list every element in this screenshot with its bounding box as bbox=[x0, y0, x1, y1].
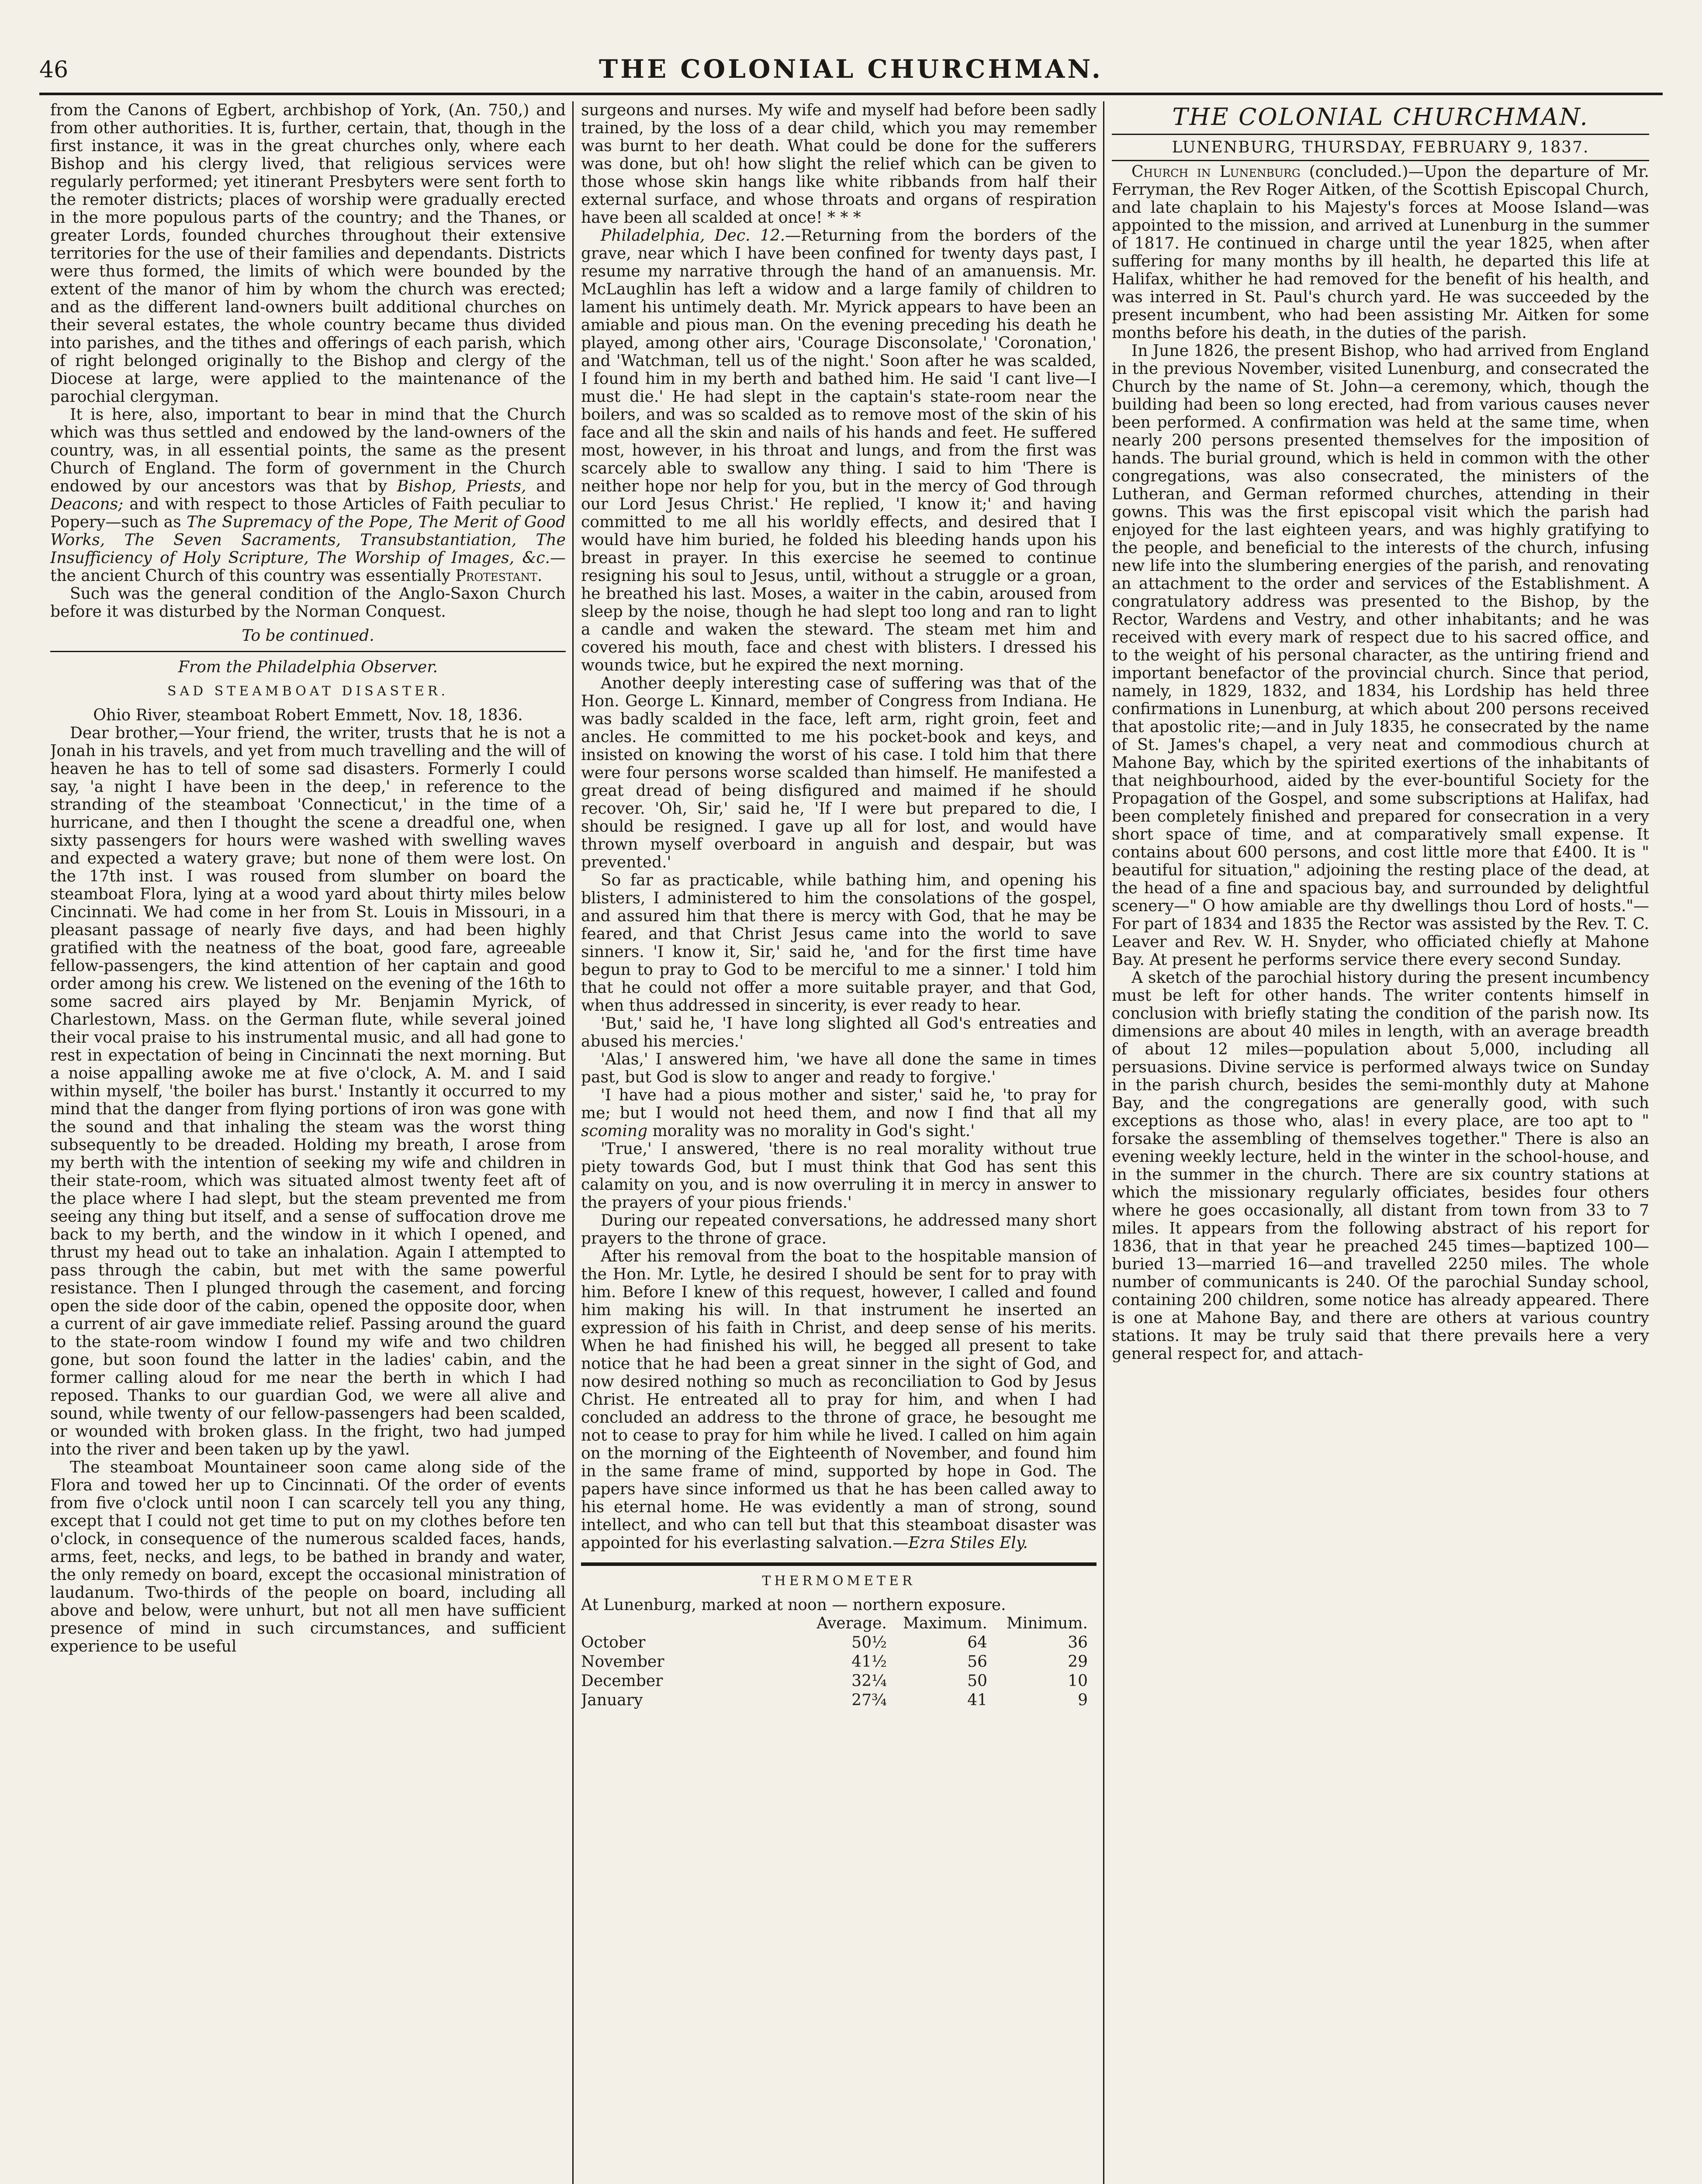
separator-rule bbox=[1112, 160, 1649, 161]
text-run: (concluded.)—Upon the departure of Mr. Ferryman, the Rev Roger Aitken, of the Scottish Episcopal Church, and late chaplain to his Majesty's forces at Moose Island—was appointed to the mission, and arrived at Lunenburg in the summer of 1817. He continued in charge until the year 1825, when after suffering for many months by ill health, he departed this life at Halifax, whither he had removed for the benefit of his health, and was interred in St. Paul's church yard. He was succeeded by the present incumbent, who had been assisting Mr. Aitken for some months before his death, in the duties of the parish. bbox=[1112, 163, 1649, 342]
italic-text: Bishop, Priests, bbox=[397, 477, 526, 495]
article-title: SAD STEAMBOAT DISASTER. bbox=[167, 684, 449, 699]
thermometer-title: THERMOMETER bbox=[762, 1573, 916, 1589]
column-header: Maximum. bbox=[903, 1614, 987, 1632]
paragraph: During our repeated conversations, he addressed many short prayers to the throne of grace. bbox=[581, 1212, 1097, 1248]
header-rule bbox=[39, 93, 1663, 95]
column-header: Average. bbox=[816, 1614, 887, 1632]
editorial-title: THE COLONIAL CHURCHMAN. bbox=[1172, 103, 1589, 131]
text-run: It is here, also, important to bear in mind that the Church which was thus settled and endowed by the land-owners of the country, was, in all essential points, the same as the present Church of England. The form of government in the Church endowed by our ancestors was that by bbox=[50, 406, 566, 495]
paragraph: surgeons and nurses. My wife and myself had before been sadly trained, by the loss of a dear child, which you may remember was burnt to her death. What could be done for the sufferers was done, but oh! how slight the relief which can be given to those whose skin hangs like white ribbands from half their external surface, and whose throats and organs of respiration have been all scalded at once! * * * bbox=[581, 101, 1097, 227]
separator-rule bbox=[50, 651, 566, 652]
column-1 bbox=[50, 101, 566, 2184]
maximum-cell: 56 bbox=[967, 1653, 987, 1671]
italic-text: Philadelphia, Dec. 12. bbox=[601, 227, 785, 245]
paragraph: from the Canons of Egbert, archbishop of York, (An. 750,) and from other authorities. It is, further, certain, that, though in the first instance, it was in the great churches only, where each Bishop and his clergy lived, that religious services were regularly performed; yet itinerant Presbyters were sent forth to the remoter districts; places of worship were gradually erected in the more populous parts of the country; and the Thanes, or greater Lords, founded churches throughout their extensive territories for the use of their families and dependants. Districts were thus formed, the limits of which were bounded by the extent of the manor of him by whom the church was erected; and as the different land-owners built additional churches on their several estates, the whole country became thus divided into parishes, and the tithes and offerings of each parish, which of right belonged originally to the Bishop and clergy of the Diocese at large, were applied to the maintenance of the parochial clergyman. bbox=[50, 101, 566, 406]
italic-text: Deacons; bbox=[50, 495, 124, 513]
paragraph: 'Alas,' I answered him, 'we have all done the same in times past, but God is slow to anger and ready to forgive.' bbox=[581, 1051, 1097, 1086]
paragraph bbox=[50, 406, 566, 585]
text-run: morality was no morality in God's sight.' bbox=[647, 1122, 975, 1140]
paragraph: The steamboat Mountaineer soon came along side of the Flora and towed her up to Cincinnati. Of the order of events from five o'clock until noon I can scarcely tell you any thing, except that I could not get time to put on my clothes before ten o'clock, in consequence of the numerous scalded faces, hands, arms, feet, necks, and legs, to be bathed in brandy and water, the only remedy on board, except the occasional ministration of laudanum. Two-thirds of the people on board, including all above and below, were unhurt, but not all men have sufficient presence of mind in such circumstances, and sufficient experience to be useful bbox=[50, 1458, 566, 1655]
table-row bbox=[581, 1652, 1097, 1672]
paragraph: Dear brother,—Your friend, the writer, trusts that he is not a Jonah in his travels, and yet from much travelling and the will of heaven he has to tell of some sad disasters. Formerly I could say, 'a night I have been in the deep,' in reference to the stranding of the steamboat 'Connecticut,' in the time of a hurricane, and then I thought the scene a dreadful one, when sixty passengers for hours were washed with swelling waves and expected a watery grave; but none of them were lost. On the 17th inst. I was roused from slumber on board the steamboat Flora, lying at a wood yard about thirty miles below Cincinnati. We had come in her from St. Louis in Missouri, in a pleasant passage of nearly five days, and had been highly gratified with the neatness of the boat, good fare, agreeable fellow-passengers, the kind attention of her captain and good order among his crew. We listened on the evening of the 16th to some sacred airs played by Mr. Benjamin Myrick, of Charlestown, Mass. on the German flute, while several joined their vocal praise to his instrumental music, and all had gone to rest in expectation of being in Cincinnati the next morning. But a noise appalling awoke me at five o'clock, A. M. and I said within myself, 'the boiler has burst.' Instantly it occurred to my mind that the danger from flying portions of iron was gone with the sound and that inhaling the steam was the worst thing subsequently to be dreaded. Holding my breath, I arose from my berth with the intention of seeking my wife and children in their state-room, which was situated almost twenty feet aft of the place where I had slept, but the steam prevented me from seeing any thing but itself, and a sense of suffocation drove me back to my berth, and the window in it which I opened, and thrust my head out to take an inhalation. Again I attempted to pass through the cabin, but met with the same powerful resistance. Then I plunged through the casement, and forcing open the side door of the cabin, opened the opposite door, when a current of air gave immediate relief. Passing around the guard to the state-room window I found my wife and two children gone, but soon found the latter in the ladies' cabin, and the former calling aloud for me near the berth in which I had reposed. Thanks to our guardian God, we were all alive and sound, while twenty of our fellow-passengers had been scalded, or wounded with broken glass. In the fright, two had jumped into the river and been taken up by the yawl. bbox=[50, 724, 566, 1458]
separator-rule bbox=[1112, 134, 1649, 135]
italic-text: The Supremacy of the Pope, The Merit of Good Works, The Seven Sacraments, Transubstantiation, The Insufficiency of Holy Scripture, The Worship of Images, &c. bbox=[50, 513, 566, 567]
paragraph: A sketch of the parochial history during the present incumbency must be left for other hands. The writer contents himself in conclusion with briefly stating the condition of the parish now. Its dimensions are about 40 miles in length, with an average breadth of about 12 miles—population about 5,000, including all persuasions. Divine service is performed always twice on Sunday in the parish church, besides the semi-monthly duty at Mahone Bay, and the congregations are generally good, with such exceptions as those who, alas! in every place, are too apt to " forsake the assembling of themselves together." There is also an evening weekly lecture, held in the winter in the school-house, and in the summer in the church. There are six country stations at which the missionary regularly officiates, besides four others where he goes occasionally, all distant from town from 33 to 7 miles. It appears from the following abstract of his report for 1836, that in that year he preached 245 times—baptized 100—buried 13—married 16—and travelled 2250 miles. The whole number of communicants is 240. Of the parochial Sunday school, containing 200 children, some notice has already appeared. There is one at Mahone Bay, and there are others at various country stations. It may be truly said that there prevails here a very general respect for, and attach- bbox=[1112, 969, 1649, 1363]
paragraph bbox=[581, 1086, 1097, 1140]
article-source: From the Philadelphia Observer. bbox=[178, 658, 438, 676]
minimum-cell: 36 bbox=[1068, 1634, 1088, 1652]
average-cell: 41½ bbox=[851, 1653, 887, 1671]
paragraph: So far as practicable, while bathing him, and opening his blisters, I administered to him the consolations of the gospel, and assured him that there is mercy with God, that he may be feared, and that Christ Jesus came into the world to save sinners. 'I know it, Sir,' said he, 'and for the first time have begun to pray to God to be merciful to me a sinner.' I told him that he could not offer a more suitable prayer, and that God, when thus addressed in sincerity, is ever ready to hear. bbox=[581, 871, 1097, 1015]
text-run: After his removal from the boat to the hospitable mansion of the Hon. Mr. Lytle, he desired I should be sent for to pray with him. Before I knew of this request, however, I called and found him making his will. In that instrument he inserted an expression of his faith in Christ, and deep sense of his merits. When he had finished his will, he begged all present to take notice that he had been a great sinner in the sight of God, and now desired nothing so much as reconciliation to God by Jesus Christ. He entreated all to pray for him, and when I had concluded an address to the throne of grace, he besought me not to cease to pray for him while he lived. I called on him again on the morning of the Eighteenth of November, and found him in the same frame of mind, supported by hope in God. The papers have since informed us that he has been called away to his eternal home. He was evidently a man of strong, sound intellect, and who can tell but that this steamboat disaster was appointed for his everlasting salvation.— bbox=[581, 1248, 1097, 1552]
to-be-continued: To be continued. bbox=[242, 627, 374, 645]
thermometer-table bbox=[581, 1572, 1097, 1710]
paragraph: 'True,' I answered, 'there is no real morality without true piety towards God, but I must think that God has sent this calamity on you, and is now overruling it in mercy in answer to the prayers of your pious friends.' bbox=[581, 1140, 1097, 1212]
text-run: and bbox=[526, 477, 566, 495]
average-cell: 27¾ bbox=[851, 1691, 887, 1709]
table-row bbox=[581, 1633, 1097, 1652]
minimum-cell: 9 bbox=[1078, 1691, 1088, 1709]
column-3 bbox=[1112, 101, 1649, 2184]
column-divider bbox=[572, 101, 574, 2184]
minimum-cell: 10 bbox=[1068, 1672, 1088, 1690]
paragraph bbox=[581, 1248, 1097, 1552]
column-header: Minimum. bbox=[1007, 1614, 1088, 1632]
maximum-cell: 50 bbox=[967, 1672, 987, 1690]
separator-rule bbox=[581, 1562, 1097, 1566]
month-cell: January bbox=[581, 1691, 643, 1709]
month-cell: December bbox=[581, 1672, 663, 1690]
minimum-cell: 29 bbox=[1068, 1653, 1088, 1671]
maximum-cell: 41 bbox=[967, 1691, 987, 1709]
text-run: —Returning from the borders of the grave, near which I have been confined for twenty days past, I resume my narrative through the hand of an amanuensis. Mr. McLaughlin has left a widow and a large family of children to lament his untimely death. Mr. Myrick appears to have been an amiable and pious man. On the evening preceding his death he played, among other airs, 'Courage Disconsolate,' 'Coronation,' and 'Watchman, tell us of the night.' Soon after he was scalded, I found him in my berth and bathed him. He said 'I cant live—I must die.' He had slept in the captain's state-room near the boilers, and was so scalded as to remove most of the skin of his face and all the skin and nails of his hands and feet. He suffered most, however, in his throat and lungs, and from the first was scarcely able to swallow any thing. I said to him 'There is neither hope nor help for you, but in the mercy of God through our Lord Jesus Christ.' He replied, 'I know it;' and having committed to me all his worldly effects, and desired that I would have him buried, he folded his bleeding hands upon his breast in prayer. In this exercise he seemed to continue resigning his soul to Jesus, until, without a struggle or a groan, he breathed his last. Moses, a waiter in the cabin, aroused from sleep by the noise, though he had slept too long and ran to light a candle and waken the steward. The steam met him and covered his mouth, face and chest with blisters. I dressed his wounds twice, but he expired the next morning. bbox=[581, 227, 1097, 674]
column-divider bbox=[1103, 101, 1104, 2184]
table-row bbox=[581, 1672, 1097, 1691]
article-dateline: Ohio River, steamboat Robert Emmett, Nov. 18, 1836. bbox=[93, 706, 523, 724]
newspaper-title: THE COLONIAL CHURCHMAN. bbox=[599, 54, 1103, 84]
article-lead: Church in Lunenburg bbox=[1131, 163, 1301, 181]
month-cell: October bbox=[581, 1634, 646, 1652]
smallcaps-text: Protestant. bbox=[455, 567, 543, 585]
paragraph: In June 1826, the present Bishop, who had arrived from England in the previous November, visited Lunenburg, and consecrated the Church by the name of St. John—a ceremony, which, though the building had been so long erected, had from various causes never been performed. A confirmation was held at the same time, when nearly 200 persons presented themselves for the imposition of hands. The burial ground, which is held in common with the other congregations, was also consecrated, the ministers of the Lutheran, and German reformed churches, attending in their gowns. This was the first episcopal visit which the parish had enjoyed for the last eighteen years, and was highly gratifying to the people, and beneficial to the interests of the church, infusing new life into the slumbering energies of the parish, and renovating an attachment to the order and services of the Establishment. A congratulatory address was presented to the Bishop, by the Rector, Wardens and Vestry, and other inhabitants; and he was received with every mark of respect due to his sacred office, and to the weight of his personal character, as the untiring friend and important benefactor of the provincial church. Since that period, namely, in 1829, 1832, and 1834, his Lordship has held three confirmations in Lunenburg, at which about 200 persons received that apostolic rite;—and in July 1835, he consecrated by the name of St. James's chapel, a very neat and commodious church at Mahone Bay, which by the spirited exertions of the inhabitants of that neighbourhood, aided by the ever-bountiful Society for the Propagation of the Gospel, and some subscriptions at Halifax, had been completely finished and prepared for consecration in a very short space of time, and at comparatively small expense. It contains about 600 persons, and cost little more that £400. It is " beautiful for situation," adjoining the resting place of the dead, at the head of a fine and spacious bay, and surrounded by delightful scenery—" O how amiable are thy dwellings thou Lord of hosts."—For part of 1834 and 1835 the Rector was assisted by the Rev. T. C. Leaver and Rev. W. H. Snyder, who officiated chiefly at Mahone Bay. At present he performs service there every second Sunday. bbox=[1112, 342, 1649, 969]
text-run: —the ancient Church of this country was essentially bbox=[50, 549, 566, 585]
month-cell: November bbox=[581, 1653, 664, 1671]
paragraph: Such was the general condition of the Anglo-Saxon Church before it was disturbed by the Norman Conquest. bbox=[50, 585, 566, 621]
text-run: and with respect to those Articles of Faith peculiar to Popery—such as bbox=[50, 495, 566, 531]
paragraph: Another deeply interesting case of suffering was that of the Hon. George L. Kinnard, member of Congress from Indiana. He was badly scalded in the face, left arm, right groin, feet and ancles. He committed to me his pocket-book and keys, and insisted on knowing the worst of his case. I told him that there were four persons worse scalded than himself. He manifested a great dread of being disfigured and maimed if he should recover. 'Oh, Sir,' said he, 'If I were but prepared to die, I should be resigned. I gave up all for lost, and would have thrown myself overboard in anguish and despair, but was prevented.' bbox=[581, 674, 1097, 871]
italic-text: scoming bbox=[581, 1122, 648, 1140]
column-2 bbox=[581, 101, 1097, 2184]
paragraph bbox=[1112, 163, 1649, 342]
table-header-row bbox=[581, 1614, 1097, 1633]
text-run: 'I have had a pious mother and sister,' said he, 'to pray for me; but I would not heed them, and now I find that all my bbox=[581, 1086, 1097, 1122]
thermometer-location: At Lunenburg, marked at noon — northern exposure. bbox=[581, 1596, 1006, 1614]
editorial-dateline: LUNENBURG, THURSDAY, FEBRUARY 9, 1837. bbox=[1172, 138, 1589, 156]
masthead bbox=[39, 48, 1663, 94]
average-cell: 50½ bbox=[851, 1634, 887, 1652]
maximum-cell: 64 bbox=[967, 1634, 987, 1652]
average-cell: 32¼ bbox=[851, 1672, 887, 1690]
paragraph bbox=[581, 227, 1097, 674]
paragraph: 'But,' said he, 'I have long slighted all God's entreaties and abused his mercies.' bbox=[581, 1015, 1097, 1051]
signature: Ezra Stiles Ely. bbox=[908, 1534, 1028, 1552]
table-row bbox=[581, 1691, 1097, 1710]
page-number: 46 bbox=[39, 57, 69, 83]
